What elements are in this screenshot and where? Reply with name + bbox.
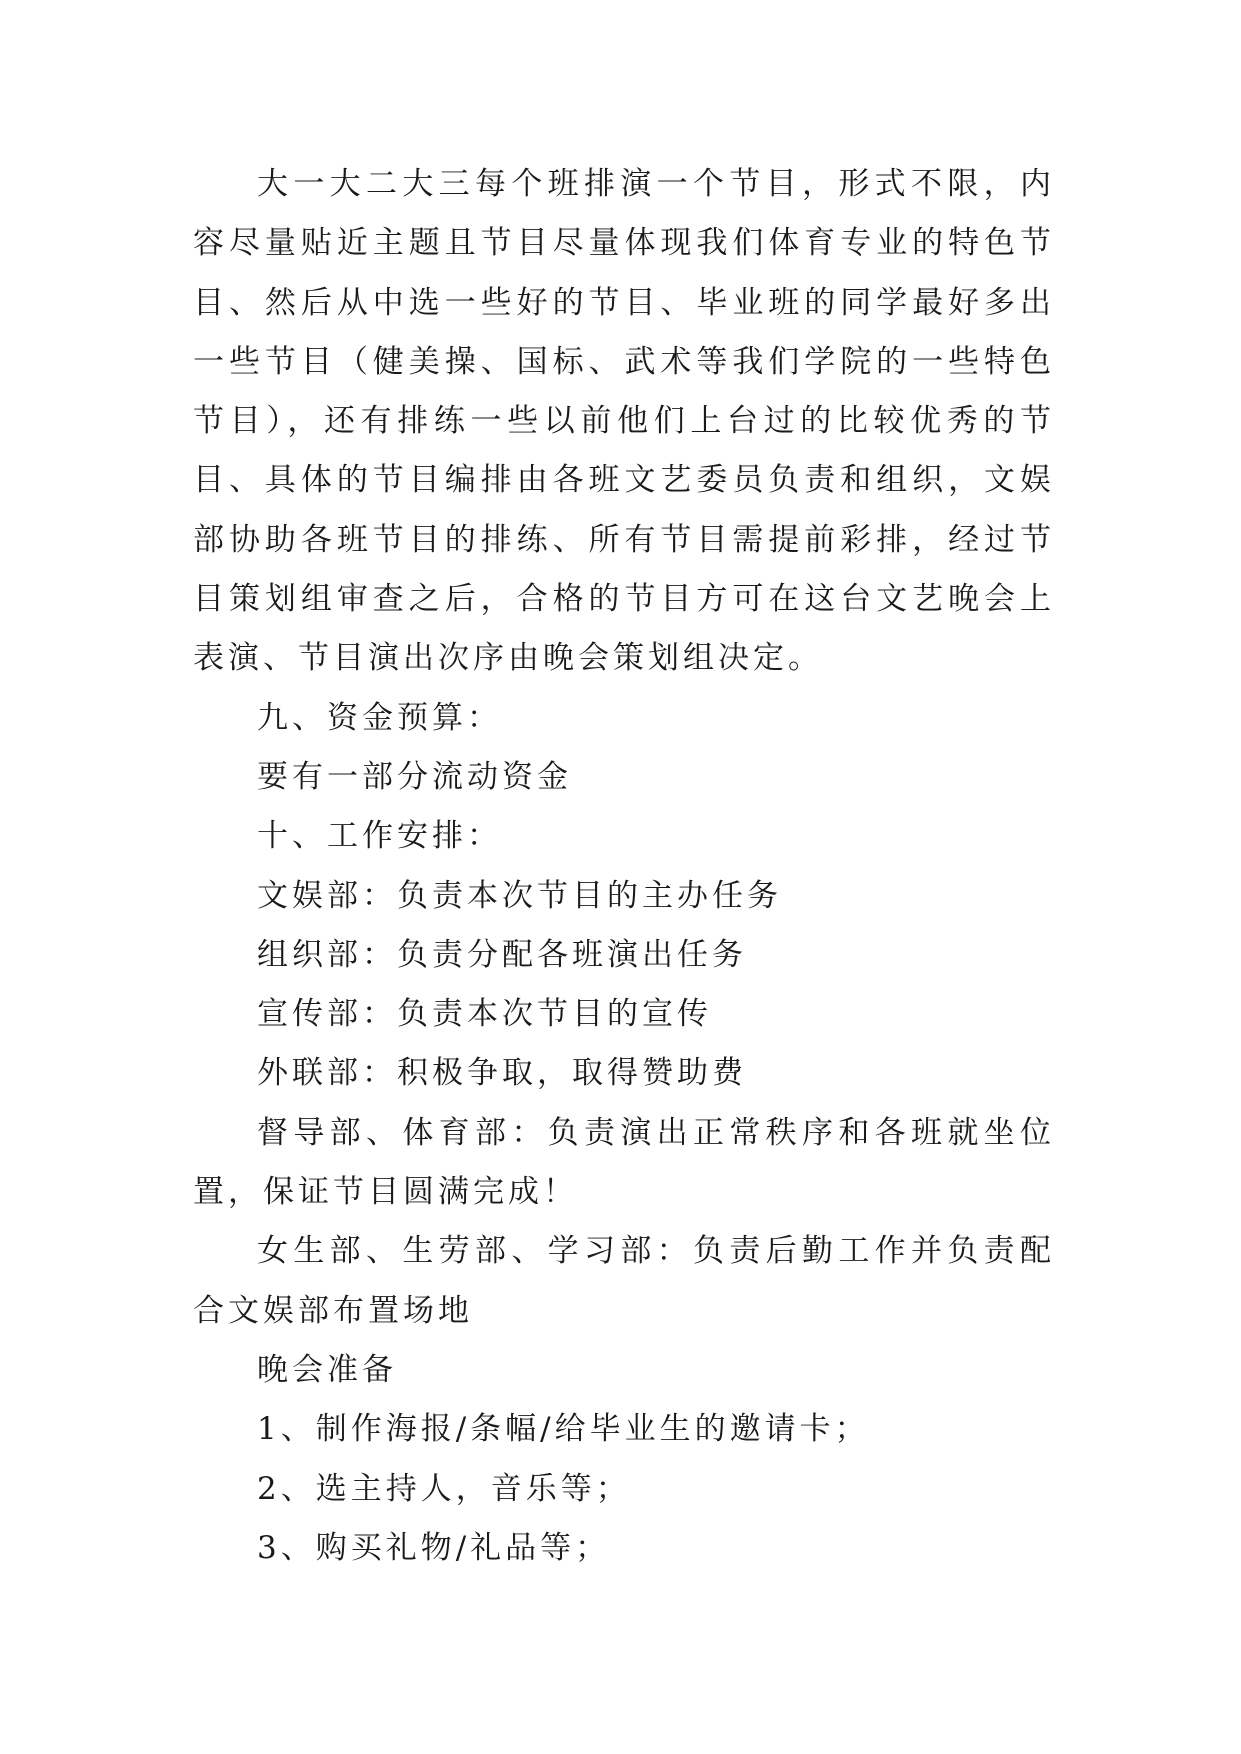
paragraph-supervision-sports-dept: 督导部、体育部：负责演出正常秩序和各班就坐位置，保证节目圆满完成！ [193,1114,1055,1211]
paragraph-liaison-dept: 外联部：积极争取，取得赞助费 [257,1055,747,1092]
document-body [193,155,1055,1578]
paragraph-program-arrangement: 大一大二大三每个班排演一个节目，形式不限，内容尽量贴近主题且节目尽量体现我们体育专业的特色节目、然后从中选一些好的节目、毕业班的同学最好多出一些节目（健美操、国标、武术等我们学院的一些特色节目），还有排练一些以前他们上台过的比较优秀的节目、具体的节目编排由各班文艺委员负责和组织，文娱部协助各班节目的排练、所有节目需提前彩排，经过节目策划组审查之后，合格的节目方可在这台文艺晚会上表演、节目演出次序由晚会策划组决定。 [193,166,1055,677]
list-item-posters: 1、制作海报/条幅/给毕业生的邀请卡； [257,1411,870,1448]
paragraph-logistics-depts: 女生部、生劳部、学习部：负责后勤工作并负责配合文娱部布置场地 [193,1233,1055,1329]
list-item-host-music: 2、选主持人，音乐等； [257,1470,631,1507]
paragraph-organization-dept: 组织部：负责分配各班演出任务 [257,936,747,973]
heading-party-preparation: 晚会准备 [257,1351,397,1388]
paragraph-budget: 要有一部分流动资金 [257,758,572,795]
heading-work-arrangement: 十、工作安排： [257,818,502,855]
heading-budget: 九、资金预算： [257,699,502,736]
list-item-gifts: 3、购买礼物/礼品等； [257,1529,611,1566]
paragraph-entertainment-dept: 文娱部：负责本次节目的主办任务 [257,877,782,914]
paragraph-publicity-dept: 宣传部：负责本次节目的宣传 [257,996,712,1033]
